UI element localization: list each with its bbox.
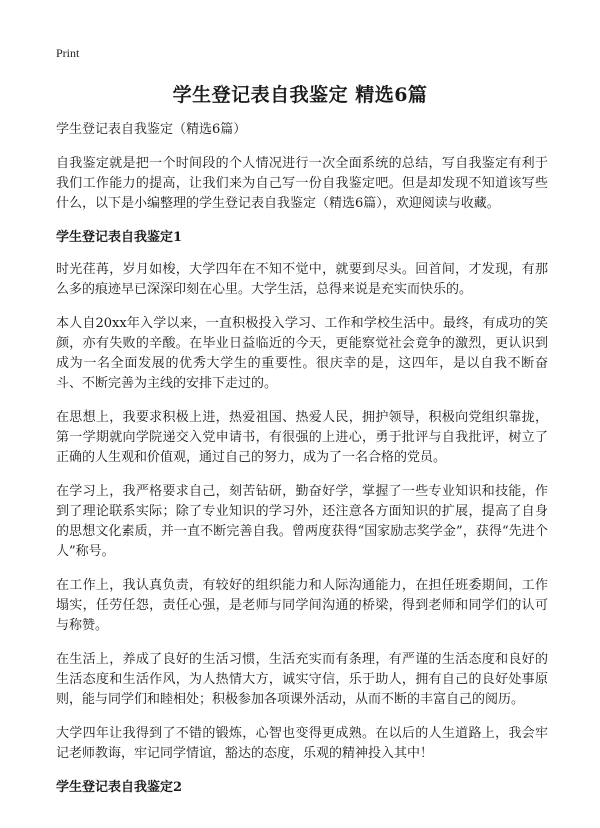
section-heading-2: 学生登记表自我鉴定2 [56,780,183,795]
article-body [56,120,548,810]
print-link[interactable]: Print [56,46,80,60]
page-title: 学生登记表自我鉴定 精选6篇 [172,84,428,106]
section-heading-1: 学生登记表自我鉴定1 [56,230,183,245]
section-1-paragraph: 在生活上，养成了良好的生活习惯，生活充实而有条理，有严谨的生活态度和良好的生活态度和生活作风，为人热情大方，诚实守信，乐于助人，拥有自己的良好处事原则，能与同学们和睦相处；积极参加各项课外活动，从而不断的丰富自己的阅历。 [56,652,548,707]
section-1-paragraph: 大学四年让我得到了不错的锻炼，心智也变得更成熟。在以后的人生道路上，我会牢记老师教诲，牢记同学情谊，豁达的态度，乐观的精神投入其中！ [56,726,548,761]
section-1-paragraph: 在工作上，我认真负责，有较好的组织能力和人际沟通能力，在担任班委期间，工作塌实，任劳任怨，责任心强，是老师与同学间沟通的桥梁，得到老师和同学们的认可与称赞。 [56,578,548,633]
section-1-paragraph: 时光荏苒，岁月如梭，大学四年在不知不觉中，就要到尽头。回首间，才发现，有那么多的痕迹早已深深印刻在心里。大学生活，总得来说是充实而快乐的。 [56,262,548,297]
section-1-paragraph: 在学习上，我严格要求自己，刻苦钻研，勤奋好学，掌握了一些专业知识和技能，作到了理论联系实际；除了专业知识的学习外，还注意各方面知识的扩展，提高了自身的思想文化素质，并一直不断完善自我。曾两度获得“国家励志奖学金”，获得“先进个人”称号。 [56,484,548,559]
intro-paragraph: 自我鉴定就是把一个时间段的个人情况进行一次全面系统的总结，写自我鉴定有利于我们工作能力的提高，让我们来为自己写一份自我鉴定吧。但是却发现不知道该写些什么，以下是小编整理的学生登记表自我鉴定（精选6篇），欢迎阅读与收藏。 [56,156,548,211]
article-subtitle: 学生登记表自我鉴定（精选6篇） [56,122,247,137]
section-1-paragraph: 在思想上，我要求积极上进，热爱祖国、热爱人民，拥护领导，积极向党组织靠拢，第一学期就向学院递交入党申请书，有很强的上进心，勇于批评与自我批评，树立了正确的人生观和价值观，通过自己的努力，成为了一名合格的党员。 [56,410,548,465]
section-1-paragraph: 本人自20xx年入学以来，一直积极投入学习、工作和学校生活中。最终，有成功的笑颜，亦有失败的辛酸。在毕业日益临近的今天，更能察觉社会竟争的激烈，更认识到成为一名全面发展的优秀大学生的重要性。很庆幸的是，这四年，是以自我不断奋斗、不断完善为主线的安排下走过的。 [56,316,548,391]
